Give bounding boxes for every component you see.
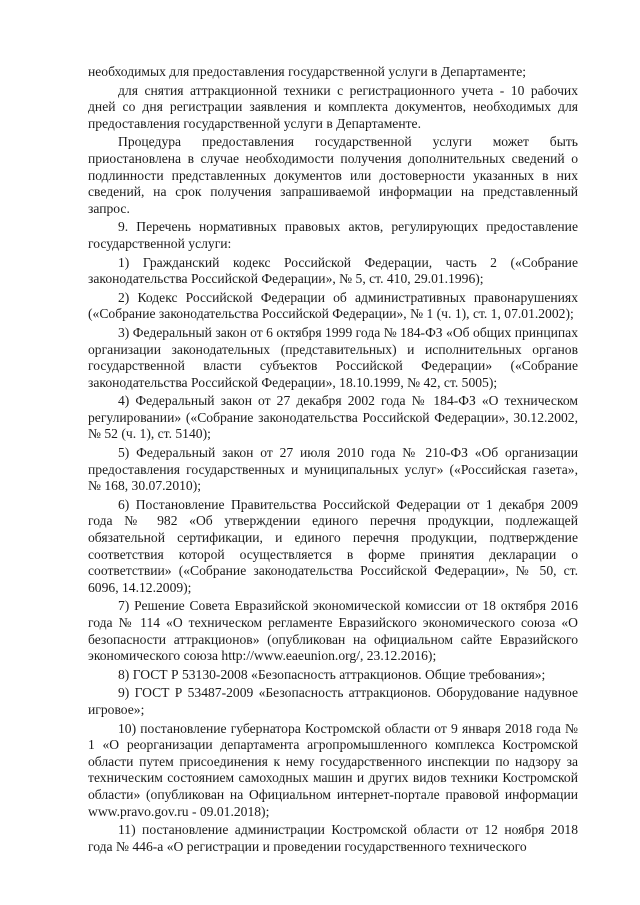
document-body [88, 64, 578, 857]
section-heading: 9. Перечень нормативных правовых актов, регулирующих предоставление государственной услуги: [88, 219, 578, 251]
list-item: 11) постановление администрации Костромской области от 12 ноября 2018 года № 446-а «О регистрации и проведении государственного технического [88, 822, 578, 854]
list-item: 8) ГОСТ Р 53130-2008 «Безопасность аттракционов. Общие требования»; [118, 666, 546, 682]
list-item: 10) постановление губернатора Костромской области от 9 января 2018 года № 1 «О реорганизации департамента агропромышленного комплекса Костромской области путем присоединения к нему государственного инспекции по надзору за техническим состоянием самоходных машин и других видов техники Костромской области» (опубликован на Официальном интернет-портале правовой информации www.pravo.gov.ru - 09.01.2018); [88, 720, 578, 819]
list-item: 4) Федеральный закон от 27 декабря 2002 года № 184-ФЗ «О техническом регулировании» («Собрание законодательства Российской Федерации», 30.12.2002, № 52 (ч. 1), ст. 5140); [88, 393, 578, 442]
paragraph: Процедура предоставления государственной услуги может быть приостановлена в случае необходимости получения дополнительных сведений о подлинности представленных документов или достоверности указанных в них сведений, на срок получения запрашиваемой информации на представленный запрос. [88, 134, 578, 216]
list-item: 3) Федеральный закон от 6 октября 1999 года № 184-ФЗ «Об общих принципах организации законодательных (представительных) и исполнительных органов государственной власти субъектов Российской Федерации» («Собрание законодательства Российской Федерации», 18.10.1999, № 42, ст. 5005); [88, 324, 578, 390]
list-item: 2) Кодекс Российской Федерации об административных правонарушениях («Собрание законодательства Российской Федерации», № 1 (ч. 1), ст. 1, 07.01.2002); [88, 289, 578, 322]
list-item: 9) ГОСТ Р 53487-2009 «Безопасность аттракционов. Оборудование надувное игровое»; [88, 685, 578, 717]
paragraph: необходимых для предоставления государственной услуги в Департаменте; [88, 64, 527, 79]
list-item: 5) Федеральный закон от 27 июля 2010 года № 210-ФЗ «Об организации предоставления государственных и муниципальных услуг» («Российская газета», № 168, 30.07.2010); [88, 445, 578, 494]
list-item: 7) Решение Совета Евразийской экономической комиссии от 18 октября 2016 года № 114 «О техническом регламенте Евразийского экономического союза «О безопасности аттракционов» (опубликован на официальном сайте Евразийского экономического союза http://www.eaeunion.org/, 23.12.2016); [88, 598, 578, 664]
list-item: 6) Постановление Правительства Российской Федерации от 1 декабря 2009 года № 982 «Об утверждении единого перечня продукции, подлежащей обязательной сертификации, и единого перечня продукции, подтверждение соответствия которой осуществляется в форме принятия декларации о соответствии» («Собрание законодательства Российской Федерации», № 50, ст. 6096, 14.12.2009); [88, 496, 578, 595]
list-item: 1) Гражданский кодекс Российской Федерации, часть 2 («Собрание законодательства Российской Федерации», № 5, ст. 410, 29.01.1996); [88, 254, 578, 287]
paragraph: для снятия аттракционной техники с регистрационного учета - 10 рабочих дней со дня регистрации заявления и комплекта документов, необходимых для предоставления государственной услуги в Департаменте. [88, 82, 578, 131]
